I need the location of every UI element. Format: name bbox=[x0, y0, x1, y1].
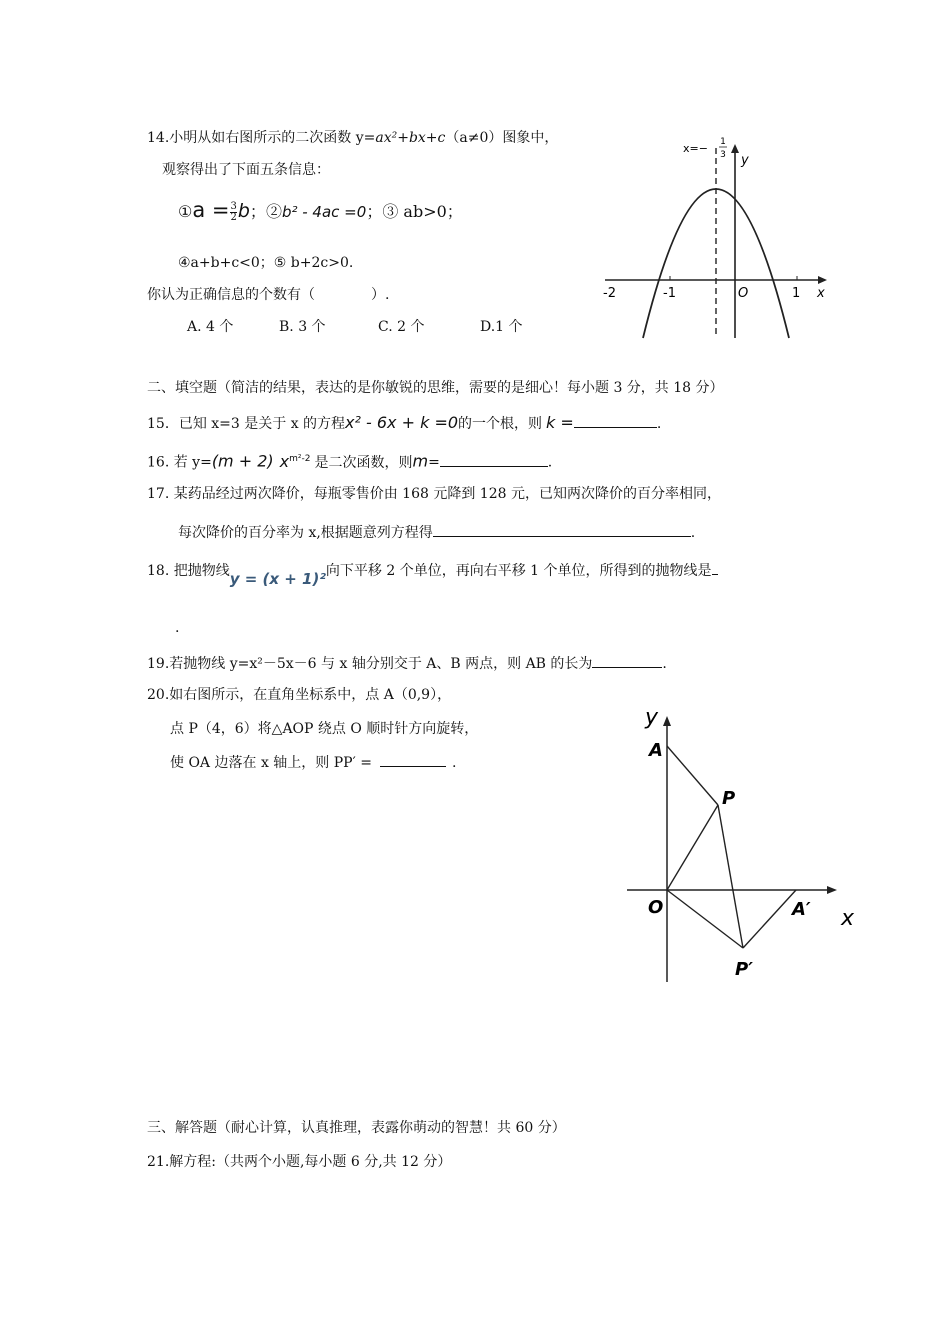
q18-end: . bbox=[175, 620, 180, 636]
q14-info-line2: ④a+b+c<0；⑤ b+2c>0. bbox=[178, 255, 354, 271]
q18-expression: y = (x + 1)² bbox=[229, 570, 326, 588]
info1-frac-den: 2 bbox=[230, 212, 237, 223]
q14-text: 14.小明从如右图所示的二次函数 y= bbox=[147, 130, 376, 146]
graph1-y-label: y bbox=[741, 153, 749, 168]
q14-condition: （a≠0）图象中， bbox=[445, 130, 559, 146]
info-sep1: ； bbox=[249, 202, 266, 221]
q15-text: 15．已知 x=3 是关于 x 的方程 bbox=[147, 416, 346, 432]
section2-heading: 二、填空题（简洁的结果，表达的是你敏锐的思维，需要的是细心！每小题 3 分，共 18 分） bbox=[147, 380, 724, 396]
q16-end: . bbox=[547, 454, 553, 471]
graph1-x-arrow bbox=[818, 276, 827, 284]
q16-var: m bbox=[412, 451, 429, 471]
graph2-x-arrow bbox=[827, 886, 837, 894]
info2-expr: b² - 4ac =0 bbox=[281, 203, 367, 221]
parabola-graph bbox=[595, 130, 840, 375]
q19 bbox=[147, 652, 667, 674]
q20-end: . bbox=[451, 755, 457, 771]
info-sep2: ； bbox=[366, 202, 383, 221]
q20-line3 bbox=[170, 751, 456, 773]
section3-heading: 三、解答题（耐心计算，认真推理，表露你萌动的智慧！共 60 分） bbox=[147, 1120, 566, 1136]
tick-label-minus2: -2 bbox=[603, 286, 616, 301]
tick-label-1: 1 bbox=[792, 286, 801, 301]
info2-mark: ② bbox=[265, 202, 282, 221]
info1-fraction bbox=[230, 202, 236, 223]
q14-line2: 观察得出了下面五条信息： bbox=[162, 162, 330, 178]
q15-end: . bbox=[656, 416, 662, 432]
option-b: B. 3 个 bbox=[279, 319, 326, 335]
q16-text: 16. 若 y= bbox=[147, 454, 212, 471]
q14-info-line1 bbox=[178, 200, 463, 223]
info1-b: b bbox=[237, 200, 250, 222]
q16-tail: 是二次函数，则 bbox=[314, 454, 413, 471]
info1-expr: a = bbox=[192, 198, 230, 222]
q15-var: k = bbox=[546, 413, 574, 432]
q17-answer-blank[interactable] bbox=[433, 521, 691, 537]
graph1-y-arrow bbox=[731, 144, 739, 153]
q17-text: 每次降价的百分率为 x,根据题意列方程得 bbox=[178, 525, 433, 541]
info1-frac-num: 3 bbox=[230, 201, 237, 212]
q14-expression: ax²+bx+c bbox=[375, 130, 446, 146]
q19-text: 19.若抛物线 y=x²－5x－6 与 x 轴分别交于 A、B 两点，则 AB 的长为 bbox=[147, 656, 593, 672]
graph1-frac-num: 1 bbox=[720, 137, 726, 147]
tick-label-minus1: -1 bbox=[663, 286, 676, 301]
q15-expression: x² - 6x + k =0 bbox=[345, 413, 459, 432]
segment-PP2 bbox=[718, 805, 743, 948]
point-A-label: A bbox=[649, 740, 663, 761]
graph1-frac-den: 3 bbox=[720, 150, 726, 160]
q14-question: 你认为正确信息的个数有（ ）. bbox=[147, 287, 390, 303]
q18-answer-blank[interactable] bbox=[712, 559, 718, 575]
option-a: A. 4 个 bbox=[187, 319, 234, 335]
q19-answer-blank[interactable] bbox=[592, 652, 662, 668]
info1-mark: ① bbox=[178, 202, 193, 221]
q17-line1: 17. 某药品经过两次降价，每瓶零售价由 168 元降到 128 元，已知两次降价的百分率相同， bbox=[147, 486, 721, 502]
q15 bbox=[147, 412, 661, 434]
graph2-y-arrow bbox=[663, 716, 671, 726]
q16-answer-blank[interactable] bbox=[440, 451, 548, 467]
q16 bbox=[147, 449, 552, 473]
q16-x: x bbox=[279, 451, 290, 471]
point-P2-label: P′ bbox=[735, 959, 753, 980]
q18-tail: 向下平移 2 个单位，再向右平移 1 个单位，所得到的抛物线是 bbox=[325, 563, 712, 579]
q19-end: . bbox=[662, 656, 667, 672]
point-A2-label: A′ bbox=[792, 899, 811, 920]
q17-end: . bbox=[690, 525, 696, 541]
graph1-x-label: x bbox=[817, 286, 825, 301]
option-c: C. 2 个 bbox=[378, 319, 425, 335]
q18 bbox=[147, 559, 718, 588]
q21: 21.解方程:（共两个小题,每小题 6 分,共 12 分） bbox=[147, 1154, 452, 1170]
q18-text: 18. 把抛物线 bbox=[147, 563, 230, 579]
q16-expression: (m + 2) bbox=[211, 451, 274, 471]
segment-AP bbox=[667, 746, 718, 805]
q15-answer-blank[interactable] bbox=[574, 412, 657, 428]
q16-eq: = bbox=[428, 454, 440, 471]
q15-tail: 的一个根，则 bbox=[458, 416, 543, 432]
q20-line1: 20.如右图所示，在直角坐标系中，点 A（0,9）， bbox=[147, 687, 452, 703]
q20-line2: 点 P（4，6）将△AOP 绕点 O 顺时针方向旋转， bbox=[170, 721, 479, 737]
q20-answer-blank[interactable] bbox=[380, 751, 446, 767]
q17-line2 bbox=[178, 521, 695, 543]
graph2-x-label: x bbox=[841, 906, 855, 931]
graph2-y-label: y bbox=[645, 705, 659, 730]
segment-OP2 bbox=[667, 890, 743, 948]
rotation-graph bbox=[615, 700, 865, 990]
graph1-origin: O bbox=[738, 286, 749, 301]
q20-text: 使 OA 边落在 x 轴上，则 PP′ = bbox=[170, 755, 372, 771]
segment-P2A2 bbox=[743, 890, 796, 948]
segment-OP bbox=[667, 805, 718, 890]
q14-line1 bbox=[147, 128, 558, 148]
option-d: D.1 个 bbox=[480, 319, 523, 335]
q16-exponent: m²-2 bbox=[289, 454, 311, 464]
info3: ③ ab>0； bbox=[382, 202, 463, 221]
point-P-label: P bbox=[722, 788, 736, 809]
point-O-label: O bbox=[648, 897, 664, 918]
graph1-sym-label: x=− bbox=[683, 142, 708, 155]
